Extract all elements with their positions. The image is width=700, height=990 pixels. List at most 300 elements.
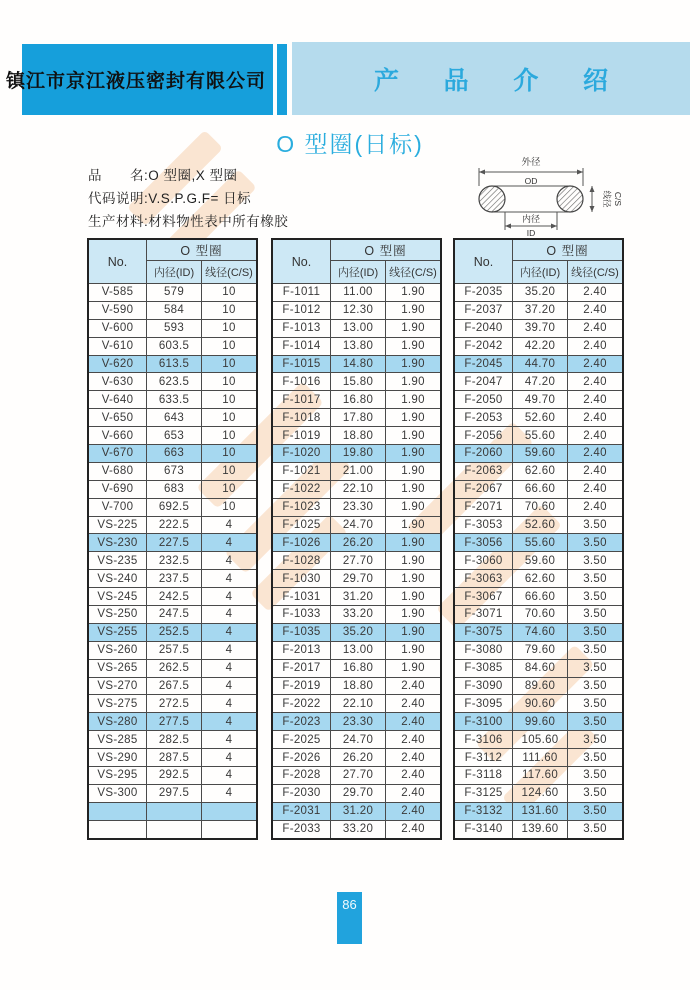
- cell: [88, 802, 147, 820]
- cell: F-1028: [272, 552, 331, 570]
- cell: 4: [202, 588, 258, 606]
- cell: 692.5: [147, 498, 202, 516]
- cell: 26.20: [331, 534, 386, 552]
- table-row: [88, 516, 257, 534]
- cell: F-1016: [272, 373, 331, 391]
- table-row: [272, 373, 441, 391]
- cell: VS-255: [88, 623, 147, 641]
- cell: 2.40: [386, 749, 442, 767]
- cell: 74.60: [513, 623, 568, 641]
- cell: 613.5: [147, 355, 202, 373]
- cell: 16.80: [331, 391, 386, 409]
- table-row: [272, 570, 441, 588]
- cell: F-2019: [272, 677, 331, 695]
- id-header: 内径(ID): [331, 261, 386, 284]
- page-title: O 型圈(日标): [276, 131, 424, 157]
- cell: 663: [147, 445, 202, 463]
- cell: 1.90: [386, 409, 442, 427]
- cell: V-630: [88, 373, 147, 391]
- cell: 1.90: [386, 534, 442, 552]
- table-row: [454, 695, 623, 713]
- table-row: [88, 606, 257, 624]
- cell: 15.80: [331, 373, 386, 391]
- cell: F-3067: [454, 588, 513, 606]
- cell: 297.5: [147, 784, 202, 802]
- table-row: [454, 319, 623, 337]
- cell: 2.40: [386, 767, 442, 785]
- cell: 2.40: [568, 337, 624, 355]
- cell: 3.50: [568, 659, 624, 677]
- cell: F-3085: [454, 659, 513, 677]
- table-row: [272, 731, 441, 749]
- cell: 55.60: [513, 427, 568, 445]
- cell: 13.00: [331, 319, 386, 337]
- table-row: [88, 319, 257, 337]
- cell: F-2050: [454, 391, 513, 409]
- table-row: [454, 820, 623, 838]
- cell: 1.90: [386, 623, 442, 641]
- cell: 23.30: [331, 713, 386, 731]
- table-row: [454, 462, 623, 480]
- cell: [202, 820, 258, 838]
- table-row: [272, 641, 441, 659]
- table-row: [272, 516, 441, 534]
- table-row: [88, 767, 257, 785]
- table-row: [454, 749, 623, 767]
- cell: 3.50: [568, 623, 624, 641]
- table-row: [88, 373, 257, 391]
- cell: VS-285: [88, 731, 147, 749]
- cell: 262.5: [147, 659, 202, 677]
- table-row: [88, 749, 257, 767]
- cell: F-1013: [272, 319, 331, 337]
- table-row: [88, 534, 257, 552]
- table-row: [88, 570, 257, 588]
- cell: 2.40: [568, 284, 624, 302]
- cell: F-3095: [454, 695, 513, 713]
- cell: 2.40: [386, 695, 442, 713]
- cell: 33.20: [331, 820, 386, 838]
- cell: F-1023: [272, 498, 331, 516]
- info-line: 生产材料:材料物性表中所有橡胶: [88, 214, 289, 229]
- cell: 10: [202, 445, 258, 463]
- cell: 4: [202, 784, 258, 802]
- cell: [88, 820, 147, 838]
- table-row: [272, 784, 441, 802]
- cell: 1.90: [386, 301, 442, 319]
- table-row: [88, 462, 257, 480]
- cell: F-3053: [454, 516, 513, 534]
- cell: 1.90: [386, 391, 442, 409]
- table-row: [454, 552, 623, 570]
- cell: 22.10: [331, 695, 386, 713]
- cell: 10: [202, 284, 258, 302]
- cell: V-650: [88, 409, 147, 427]
- table-row: [454, 623, 623, 641]
- cs-header: 线径(C/S): [568, 261, 624, 284]
- cell: F-3140: [454, 820, 513, 838]
- cell: 4: [202, 731, 258, 749]
- cell: 4: [202, 516, 258, 534]
- table-row: [88, 409, 257, 427]
- cell: 10: [202, 301, 258, 319]
- cell: [147, 802, 202, 820]
- cell: 29.70: [331, 784, 386, 802]
- table-row: [272, 462, 441, 480]
- cell: F-1022: [272, 480, 331, 498]
- cell: 3.50: [568, 588, 624, 606]
- cell: F-2063: [454, 462, 513, 480]
- cell: F-3106: [454, 731, 513, 749]
- table-row: [454, 534, 623, 552]
- cell: F-2047: [454, 373, 513, 391]
- table-row: [272, 659, 441, 677]
- cell: 29.70: [331, 570, 386, 588]
- cell: 10: [202, 498, 258, 516]
- cell: 2.40: [568, 373, 624, 391]
- cell: 2.40: [386, 713, 442, 731]
- cell: 1.90: [386, 337, 442, 355]
- cell: F-3060: [454, 552, 513, 570]
- cell: 1.90: [386, 606, 442, 624]
- cell: 272.5: [147, 695, 202, 713]
- cell: 1.90: [386, 427, 442, 445]
- no-header: No.: [272, 239, 331, 284]
- table-row: [454, 355, 623, 373]
- table-row: [454, 659, 623, 677]
- cross-section-left: [479, 186, 505, 212]
- cell: VS-250: [88, 606, 147, 624]
- cell: 3.50: [568, 570, 624, 588]
- table-row: [88, 713, 257, 731]
- table-row: [88, 445, 257, 463]
- cross-section-right: [557, 186, 583, 212]
- group-header: O 型圈: [147, 239, 258, 261]
- table-row: [454, 641, 623, 659]
- cell: F-1033: [272, 606, 331, 624]
- id-header: 内径(ID): [147, 261, 202, 284]
- cell: 18.80: [331, 427, 386, 445]
- cell: 4: [202, 695, 258, 713]
- cell: F-3090: [454, 677, 513, 695]
- oring-diagram: [452, 155, 627, 237]
- cell: F-2028: [272, 767, 331, 785]
- cell: F-2037: [454, 301, 513, 319]
- cell: V-660: [88, 427, 147, 445]
- spec-table-3: [453, 238, 624, 840]
- page-number: 86: [342, 897, 357, 912]
- cell: F-1012: [272, 301, 331, 319]
- table-row: [88, 641, 257, 659]
- table-row: [88, 337, 257, 355]
- cs-label-en: C/S: [613, 191, 623, 207]
- table-row: [454, 373, 623, 391]
- cell: 4: [202, 570, 258, 588]
- cell: F-2056: [454, 427, 513, 445]
- cell: VS-295: [88, 767, 147, 785]
- cell: F-3063: [454, 570, 513, 588]
- table-row: [88, 677, 257, 695]
- table-row: [454, 480, 623, 498]
- od-label-cn: 外径: [521, 157, 541, 168]
- cell: 3.50: [568, 695, 624, 713]
- cell: 99.60: [513, 713, 568, 731]
- cell: 35.20: [513, 284, 568, 302]
- cell: F-1018: [272, 409, 331, 427]
- table-row: [454, 301, 623, 319]
- cell: 26.20: [331, 749, 386, 767]
- cell: 1.90: [386, 319, 442, 337]
- info-line: 品 名:O 型圈,X 型圈: [88, 168, 238, 183]
- cell: VS-270: [88, 677, 147, 695]
- cell: 2.40: [568, 391, 624, 409]
- cell: F-2033: [272, 820, 331, 838]
- table-row: [88, 284, 257, 302]
- cell: 1.90: [386, 659, 442, 677]
- cell: 131.60: [513, 802, 568, 820]
- cell: 584: [147, 301, 202, 319]
- cell: F-1021: [272, 462, 331, 480]
- cell: F-2045: [454, 355, 513, 373]
- cell: 19.80: [331, 445, 386, 463]
- cell: F-1015: [272, 355, 331, 373]
- table-row: [88, 784, 257, 802]
- cell: 89.60: [513, 677, 568, 695]
- cell: F-1017: [272, 391, 331, 409]
- cell: F-1011: [272, 284, 331, 302]
- cell: F-2067: [454, 480, 513, 498]
- cell: 10: [202, 409, 258, 427]
- cell: 10: [202, 373, 258, 391]
- cell: 70.60: [513, 606, 568, 624]
- table-row: [88, 731, 257, 749]
- cell: 3.50: [568, 534, 624, 552]
- company-name: 镇江市京江液压密封有限公司: [5, 70, 266, 92]
- cell: 3.50: [568, 802, 624, 820]
- cell: F-2053: [454, 409, 513, 427]
- cell: F-1014: [272, 337, 331, 355]
- cell: 105.60: [513, 731, 568, 749]
- cell: 4: [202, 749, 258, 767]
- cell: 1.90: [386, 462, 442, 480]
- product-info: [88, 164, 288, 233]
- cell: F-3071: [454, 606, 513, 624]
- cell: 66.60: [513, 588, 568, 606]
- cell: F-2017: [272, 659, 331, 677]
- cell: F-2042: [454, 337, 513, 355]
- cell: 579: [147, 284, 202, 302]
- cell: F-2025: [272, 731, 331, 749]
- od-label-en: OD: [524, 176, 538, 186]
- cell: 257.5: [147, 641, 202, 659]
- cell: 11.00: [331, 284, 386, 302]
- cell: 2.40: [568, 445, 624, 463]
- table-row: [88, 391, 257, 409]
- cell: 242.5: [147, 588, 202, 606]
- cell: 227.5: [147, 534, 202, 552]
- cell: 10: [202, 391, 258, 409]
- table-row: [454, 570, 623, 588]
- cell: F-2013: [272, 641, 331, 659]
- cell: 4: [202, 677, 258, 695]
- cell: 1.90: [386, 480, 442, 498]
- cell: F-2031: [272, 802, 331, 820]
- cell: 1.90: [386, 516, 442, 534]
- cs-header: 线径(C/S): [386, 261, 442, 284]
- table-row: [272, 677, 441, 695]
- cell: 2.40: [568, 409, 624, 427]
- table-row: [454, 802, 623, 820]
- group-header: O 型圈: [513, 239, 624, 261]
- table-row: [272, 355, 441, 373]
- table-row: [454, 337, 623, 355]
- table-row: [272, 802, 441, 820]
- table-row: [88, 552, 257, 570]
- cell: V-700: [88, 498, 147, 516]
- cell: 39.70: [513, 319, 568, 337]
- table-row: [272, 749, 441, 767]
- cell: 13.80: [331, 337, 386, 355]
- cell: F-1020: [272, 445, 331, 463]
- cell: 3.50: [568, 641, 624, 659]
- spec-table-1: [87, 238, 258, 840]
- cell: V-690: [88, 480, 147, 498]
- table-row: [88, 659, 257, 677]
- cell: 13.00: [331, 641, 386, 659]
- cell: F-2040: [454, 319, 513, 337]
- cell: 222.5: [147, 516, 202, 534]
- table-row: [454, 409, 623, 427]
- table-row: [88, 623, 257, 641]
- cell: 4: [202, 534, 258, 552]
- cell: 633.5: [147, 391, 202, 409]
- cell: 3.50: [568, 516, 624, 534]
- table-row: [88, 695, 257, 713]
- id-header: 内径(ID): [513, 261, 568, 284]
- cell: 33.20: [331, 606, 386, 624]
- cell: F-2023: [272, 713, 331, 731]
- cell: 3.50: [568, 677, 624, 695]
- cell: 1.90: [386, 373, 442, 391]
- cell: 3.50: [568, 552, 624, 570]
- cell: 2.40: [568, 498, 624, 516]
- cell: 4: [202, 767, 258, 785]
- cell: 55.60: [513, 534, 568, 552]
- table-row: [454, 516, 623, 534]
- cell: 2.40: [386, 802, 442, 820]
- cell: VS-265: [88, 659, 147, 677]
- cell: VS-230: [88, 534, 147, 552]
- cell: 4: [202, 623, 258, 641]
- info-line: 代码说明:V.S.P.G.F= 日标: [88, 191, 252, 206]
- cell: 1.90: [386, 498, 442, 516]
- cell: VS-235: [88, 552, 147, 570]
- cell: F-1030: [272, 570, 331, 588]
- table-row: [272, 588, 441, 606]
- no-header: No.: [88, 239, 147, 284]
- cell: 18.80: [331, 677, 386, 695]
- cell: VS-275: [88, 695, 147, 713]
- table-row: [272, 695, 441, 713]
- cell: 10: [202, 480, 258, 498]
- cell: VS-300: [88, 784, 147, 802]
- cell: VS-280: [88, 713, 147, 731]
- cell: 62.60: [513, 570, 568, 588]
- cell: 124.60: [513, 784, 568, 802]
- cell: 62.60: [513, 462, 568, 480]
- cell: 59.60: [513, 445, 568, 463]
- cell: V-670: [88, 445, 147, 463]
- no-header: No.: [454, 239, 513, 284]
- cell: 237.5: [147, 570, 202, 588]
- cell: 49.70: [513, 391, 568, 409]
- cell: 4: [202, 552, 258, 570]
- page-number-badge: [337, 892, 362, 944]
- cell: 70.60: [513, 498, 568, 516]
- cell: 3.50: [568, 767, 624, 785]
- cell: F-1019: [272, 427, 331, 445]
- cell: 35.20: [331, 623, 386, 641]
- cell: 2.40: [568, 480, 624, 498]
- cell: 17.80: [331, 409, 386, 427]
- cell: 10: [202, 462, 258, 480]
- table-row: [454, 445, 623, 463]
- table-row: [272, 552, 441, 570]
- table-row: [88, 427, 257, 445]
- table-row: [272, 391, 441, 409]
- cell: V-610: [88, 337, 147, 355]
- cell: 2.40: [386, 820, 442, 838]
- cell: F-3075: [454, 623, 513, 641]
- cell: 111.60: [513, 749, 568, 767]
- table-row: [272, 337, 441, 355]
- id-label-cn: 内径: [521, 214, 541, 224]
- cell: 79.60: [513, 641, 568, 659]
- cell: 24.70: [331, 731, 386, 749]
- cell: 31.20: [331, 802, 386, 820]
- cell: 282.5: [147, 731, 202, 749]
- cell: 4: [202, 713, 258, 731]
- cell: 643: [147, 409, 202, 427]
- table-row: [272, 445, 441, 463]
- cell: V-590: [88, 301, 147, 319]
- cell: VS-240: [88, 570, 147, 588]
- table-row: [272, 319, 441, 337]
- table-row: [454, 731, 623, 749]
- cell: 252.5: [147, 623, 202, 641]
- cell: 52.60: [513, 516, 568, 534]
- cell: 247.5: [147, 606, 202, 624]
- cell: 22.10: [331, 480, 386, 498]
- cell: 277.5: [147, 713, 202, 731]
- header-divider-stripe: [277, 44, 287, 115]
- cell: 1.90: [386, 641, 442, 659]
- cell: 27.70: [331, 767, 386, 785]
- cell: 267.5: [147, 677, 202, 695]
- table-row: [454, 588, 623, 606]
- table-row: [88, 588, 257, 606]
- table-row: [88, 802, 257, 820]
- cell: F-2026: [272, 749, 331, 767]
- table-row: [272, 767, 441, 785]
- section-bar: [292, 42, 690, 115]
- table-row: [272, 606, 441, 624]
- table-row: [454, 677, 623, 695]
- cell: 1.90: [386, 355, 442, 373]
- cell: VS-260: [88, 641, 147, 659]
- table-row: [272, 820, 441, 838]
- group-header: O 型圈: [331, 239, 442, 261]
